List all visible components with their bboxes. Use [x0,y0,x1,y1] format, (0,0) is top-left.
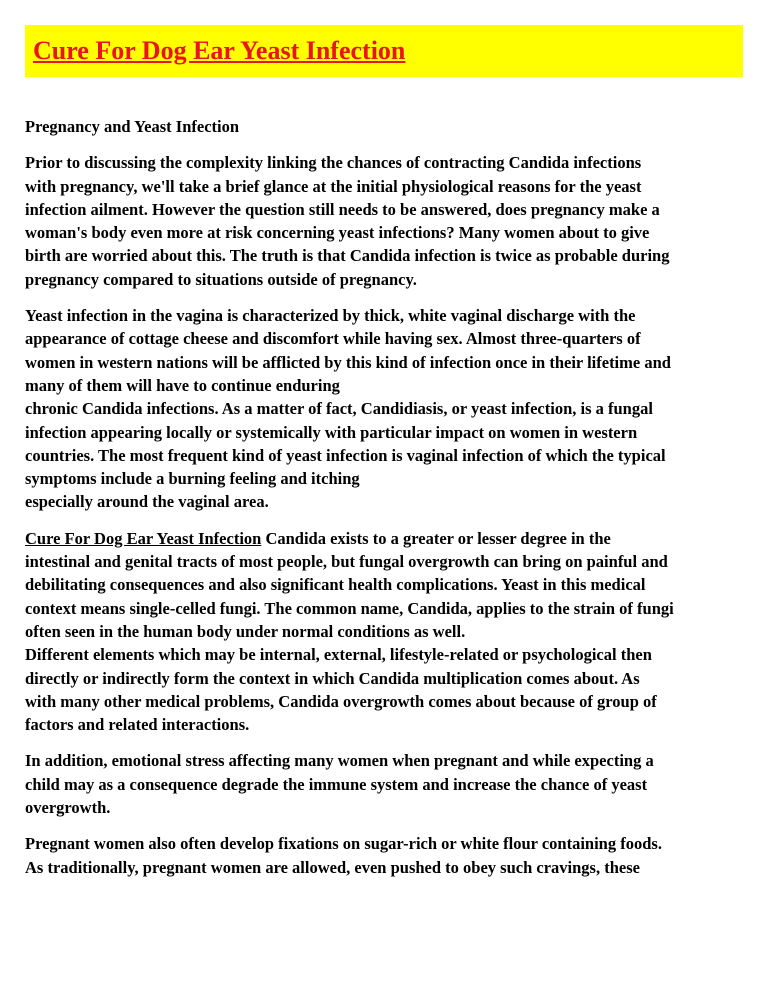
text-line: context means single-celled fungi. The common name, Candida, applies to the strain of fungi [25,598,674,618]
text-line: birth are worried about this. The truth is that Candida infection is twice as probable during [25,246,670,266]
text-line: symptoms include a burning feeling and itching [25,469,360,489]
text-line: with pregnancy, we'll take a brief glance at the initial physiological reasons for the yeast [25,176,642,196]
text-line: especially around the vaginal area. [25,492,269,512]
text-line: chronic Candida infections. As a matter of fact, Candidiasis, or yeast infection, is a fungal [25,399,653,419]
text-line: woman's body even more at risk concerning yeast infections? Many women about to give [25,223,650,243]
text-line: often seen in the human body under normal conditions as well. [25,621,466,641]
text-line: appearance of cottage cheese and discomfort while having sex. Almost three-quarters of [25,329,641,349]
paragraph-3 [25,527,737,737]
text-line: Yeast infection in the vagina is characterized by thick, white vaginal discharge with the [25,306,636,326]
text-line [25,527,737,550]
section-heading: Pregnancy and Yeast Infection [25,117,240,136]
text-line: women in western nations will be afflicted by this kind of infection once in their lifetime and [25,352,671,372]
paragraph-1 [25,151,737,291]
text-line: infection ailment. However the question still needs to be answered, does pregnancy make a [25,199,660,219]
title-link[interactable]: Cure For Dog Ear Yeast Infection [33,36,406,65]
text-line-rest: Candida exists to a greater or lesser degree in the [261,528,611,548]
document-body [25,115,737,892]
text-line: countries. The most frequent kind of yeast infection is vaginal infection of which the typical [25,445,666,465]
text-line: Prior to discussing the complexity linking the chances of contracting Candida infections [25,153,642,173]
text-line: overgrowth. [25,798,111,818]
text-line: intestinal and genital tracts of most people, but fungal overgrowth can bring on painful and [25,552,668,572]
text-line: infection appearing locally or systemically with particular impact on women in western [25,422,638,442]
text-line: factors and related interactions. [25,715,250,735]
text-line: As traditionally, pregnant women are allowed, even pushed to obey such cravings, these [25,857,640,877]
paragraph-5 [25,832,737,879]
text-line: Pregnant women also often develop fixations on sugar-rich or white flour containing foods. [25,834,662,854]
text-line: pregnancy compared to situations outside of pregnancy. [25,269,417,289]
inline-title-link[interactable]: Cure For Dog Ear Yeast Infection [25,528,262,548]
paragraph-2 [25,304,737,514]
text-line: many of them will have to continue enduring [25,375,340,395]
text-line: debilitating consequences and also significant health complications. Yeast in this medical [25,575,646,595]
paragraph-4 [25,749,737,819]
text-line: In addition, emotional stress affecting many women when pregnant and while expecting a [25,751,654,771]
text-line: child may as a consequence degrade the immune system and increase the chance of yeast [25,774,648,794]
text-line: directly or indirectly form the context in which Candida multiplication comes about. As [25,668,640,688]
text-line: Different elements which may be internal, external, lifestyle-related or psychological then [25,645,652,665]
text-line: with many other medical problems, Candida overgrowth comes about because of group of [25,691,657,711]
title-banner [25,25,743,77]
